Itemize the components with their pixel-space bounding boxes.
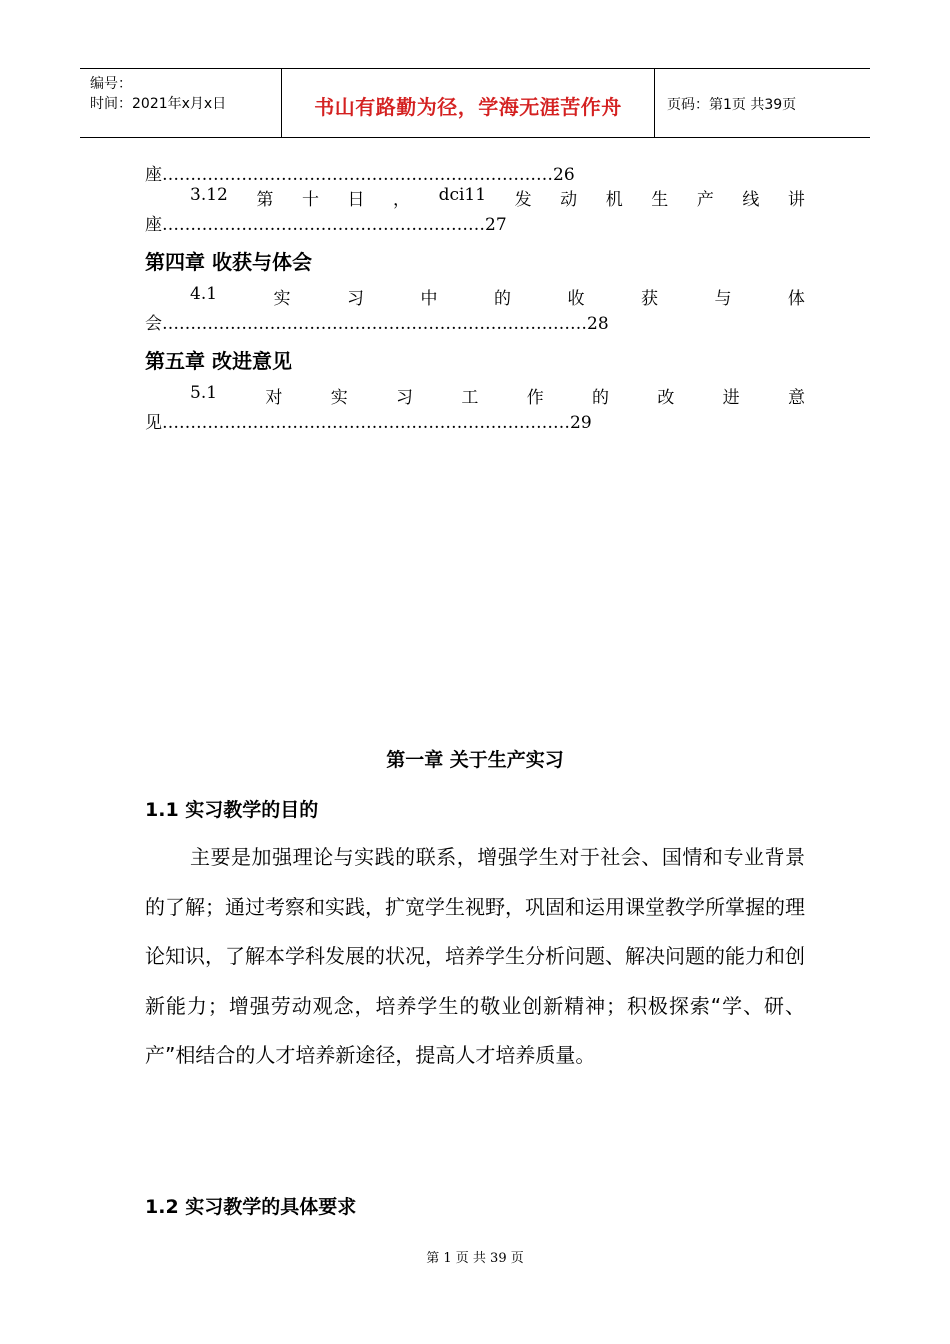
toc-cell: 意 <box>788 388 805 408</box>
toc-cell: 发 <box>514 190 532 210</box>
toc-entry-5-1 <box>145 383 805 408</box>
toc-cell: 3.12 <box>190 185 228 205</box>
toc-cell: 线 <box>742 190 760 210</box>
header-meta-cell <box>80 69 282 137</box>
doc-date-label: 时间：2021年x月x日 <box>90 96 227 112</box>
toc-cell: 习 <box>396 388 414 408</box>
toc-cell: 中 <box>420 289 438 309</box>
toc-cell: 作 <box>526 388 544 408</box>
toc-cell: 的 <box>493 289 511 309</box>
toc-cell: 改 <box>657 388 675 408</box>
toc-cell: dci11 <box>438 185 487 205</box>
section-1-2-title: 1.2 实习教学的具体要求 <box>145 1196 357 1218</box>
header-page-info: 页码：第1页 共39页 <box>667 97 797 113</box>
toc-entry-3-12-row <box>145 185 805 210</box>
toc-cell: 工 <box>461 388 479 408</box>
header-motto-cell <box>282 69 655 137</box>
toc-entry-3-12 <box>145 185 805 210</box>
header-page-cell <box>655 69 870 137</box>
toc-cell: 对 <box>265 388 283 408</box>
section-1-1-paragraph: 主要是加强理论与实践的联系，增强学生对于社会、国情和专业背景的了解；通过考察和实践，扩宽学生视野，巩固和运用课堂教学所掌握的理论知识，了解本学科发展的状况，培养学生分析问题、解决问题的能力和创新能力；增强劳动观念，培养学生的敬业创新精神；积极探索“学、研、产”相结合的人才培养新途径，提高人才培养质量。 <box>145 845 805 1067</box>
toc-entry-4-1 <box>145 284 805 309</box>
toc-chapter-5: 第五章 改进意见 <box>145 349 292 373</box>
page-footer: 第 1 页 共 39 页 <box>426 1251 524 1266</box>
toc-line-continuation: 座……………………………………………………………26 <box>145 165 575 185</box>
header-motto: 书山有路勤为径，学海无涯苦作舟 <box>314 95 622 119</box>
toc-entry-5-1-cont: 见………………………………………………………………29 <box>145 413 592 433</box>
section-1-1-title: 1.1 实习教学的目的 <box>145 799 319 821</box>
toc-cell: 机 <box>605 190 623 210</box>
toc-entry-3-12-cont: 座…………………………………………………27 <box>145 215 507 235</box>
toc-entry-4-1-cont: 会…………………………………………………………………28 <box>145 314 609 334</box>
toc-cell: 收 <box>567 289 585 309</box>
toc-cell: 日 <box>347 190 365 210</box>
toc-entry-5-1-row <box>145 383 805 408</box>
toc-cell: 4.1 <box>190 284 218 304</box>
toc-cell: 习 <box>347 289 365 309</box>
toc-cell: 与 <box>714 289 732 309</box>
toc-chapter-4: 第四章 收获与体会 <box>145 250 312 274</box>
toc-cell: ， <box>393 190 411 210</box>
toc-cell: 实 <box>273 289 291 309</box>
toc-cell: 实 <box>330 388 348 408</box>
toc-cell: 产 <box>696 190 714 210</box>
toc-cell: 十 <box>301 190 319 210</box>
toc-cell: 获 <box>640 289 658 309</box>
toc-entry-4-1-row <box>145 284 805 309</box>
toc-cell: 生 <box>651 190 669 210</box>
toc-cell: 的 <box>592 388 610 408</box>
toc-cell: 5.1 <box>190 383 218 403</box>
chapter-title: 第一章 关于生产实习 <box>386 749 564 771</box>
toc-cell: 动 <box>560 190 578 210</box>
toc-cell: 进 <box>722 388 740 408</box>
toc-cell: 讲 <box>787 190 805 210</box>
doc-number-label: 编号： <box>90 76 132 92</box>
toc-cell: 体 <box>787 289 805 309</box>
toc-cell: 第 <box>256 190 274 210</box>
page-header <box>80 68 870 138</box>
